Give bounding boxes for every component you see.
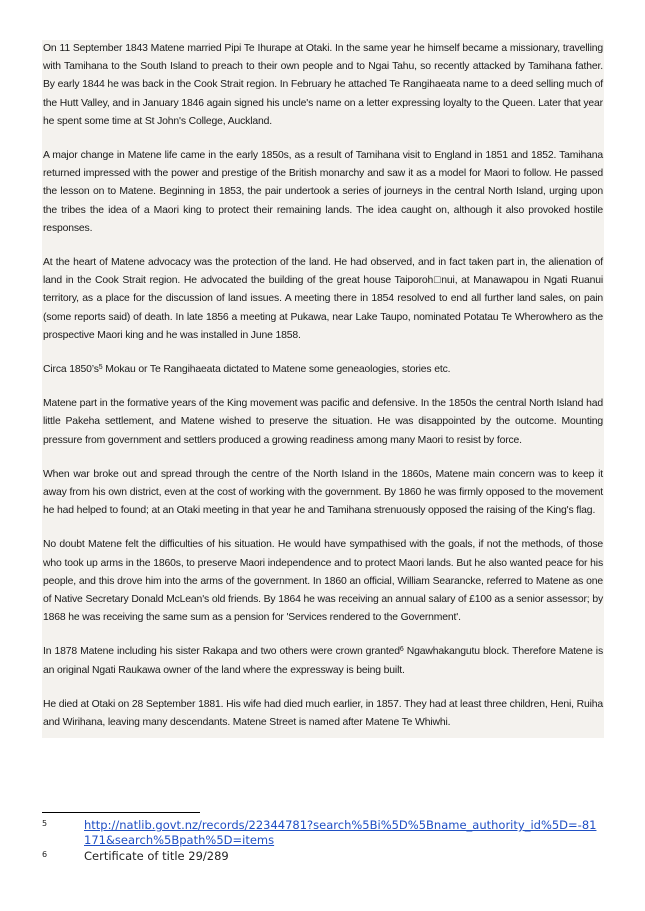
footnote-ref-5[interactable]: 5 xyxy=(98,364,103,372)
body-text-block xyxy=(42,40,604,738)
footnote-number: 5 xyxy=(42,819,48,828)
footnote-5 xyxy=(42,818,602,848)
footnote-ref-6[interactable]: 6 xyxy=(399,646,404,654)
footnotes xyxy=(42,818,602,865)
paragraph-circa-1850s xyxy=(42,361,604,379)
footnote-text: Certificate of title 29/289 xyxy=(84,849,229,863)
paragraph-difficulties: No doubt Matene felt the difficulties of his situation. He would have sympathised with the goals, if not the methods, of those who took up arms in the 1860s, to preserve Maori independence and to protect Maori lands. But he also wanted peace for his people, and this drove him into the arms of the government. In 1860 an official, William Searancke, referred to Matene as one of Native Secretary Donald McLean's old friends. By 1864 he was receiving an annual salary of £100 as a senior assessor; by 1868 he was receiving the same sum as a pension for 'Services rendered to the Government'. xyxy=(43,539,603,624)
paragraph-death: He died at Otaki on 28 September 1881. His wife had died much earlier, in 1857. They had at least three children, Heni, Ruiha and Wirihana, leaving many descendants. Matene Street is named after Matene Te Whiwhi. xyxy=(43,698,603,729)
paragraph-king-movement: Matene part in the formative years of the King movement was pacific and defensive. In the 1850s the central North Island had little Pakeha settlement, and Matene wished to preserve the situation. He was disappointed by the outcome. Mounting pressure from government and settlers produced a growing readiness among many Maori to resist by force. xyxy=(43,398,603,446)
paragraph-text: In 1878 Matene including his sister Rakapa and two others were crown granted xyxy=(43,646,400,658)
paragraph-text: Mokau or Te Rangihaeata dictated to Matene some geneaologies, stories etc. xyxy=(102,364,451,376)
footnote-number: 6 xyxy=(42,850,48,859)
paragraph-land-advocacy: At the heart of Matene advocacy was the protection of the land. He had observed, and in fact taken part in, the alienation of land in the Cook Strait region. He advocated the building of the great house Taiporoh□nui, at Manawapou in Ngati Ruanui territory, as a place for the discussion of land issues. A meeting there in 1854 resolved to end all further land sales, on pain (some reports said) of death. In late 1856 a meeting at Pukawa, near Lake Taupo, nominated Potatau Te Wherowhero as the prospective Maori king and he was installed in June 1858. xyxy=(43,257,603,341)
paragraph-text: Circa 1850’s xyxy=(43,364,99,376)
footnote-separator xyxy=(42,812,200,813)
paragraph-marriage: On 11 September 1843 Matene married Pipi Te Ihurape at Otaki. In the same year he himself became a missionary, travelling with Tamihana to the South Island to preach to their own people and to Ngai Tahu, so recently attacked by Tamihana father. By early 1844 he was back in the Cook Strait region. In February he attached Te Rangihaeata name to a deed selling much of the Hutt Valley, and in January 1846 again signed his uncle's name on a letter expressing loyalty to the Queen. Later that year he spent some time at St John's College, Auckland. xyxy=(43,43,603,127)
paragraph-major-change: A major change in Matene life came in the early 1850s, as a result of Tamihana visit to England in 1851 and 1852. Tamihana returned impressed with the power and prestige of the British monarchy and saw it as a model for Maori to follow. He passed the lesson on to Matene. Beginning in 1853, the pair undertook a series of journeys in the central North Island, urging upon the tribes the idea of a Maori king to protect their remaining lands. The idea caught on, although it also provoked hostile responses. xyxy=(43,150,603,234)
footnote-link[interactable]: http://natlib.govt.nz/records/22344781?search%5Bi%5D%5Bname_authority_id%5D=-81171&search%5Bpath%5D=items xyxy=(84,818,597,847)
footnote-text xyxy=(84,818,602,848)
paragraph-crown-grant xyxy=(42,643,604,679)
paragraph-war: When war broke out and spread through the centre of the North Island in the 1860s, Matene main concern was to keep it away from his own district, even at the cost of working with the government. By 1860 he was firmly opposed to the movement he had helped to found; at an Otaki meeting in that year he and Tamihana strenuously opposed the raising of the King's flag. xyxy=(43,468,603,517)
footnote-6 xyxy=(42,849,602,864)
paragraph-text: Ngawhakangutu block. Therefore Matene is an original Ngati Raukawa owner of the land where the expressway is being built. xyxy=(43,646,603,676)
